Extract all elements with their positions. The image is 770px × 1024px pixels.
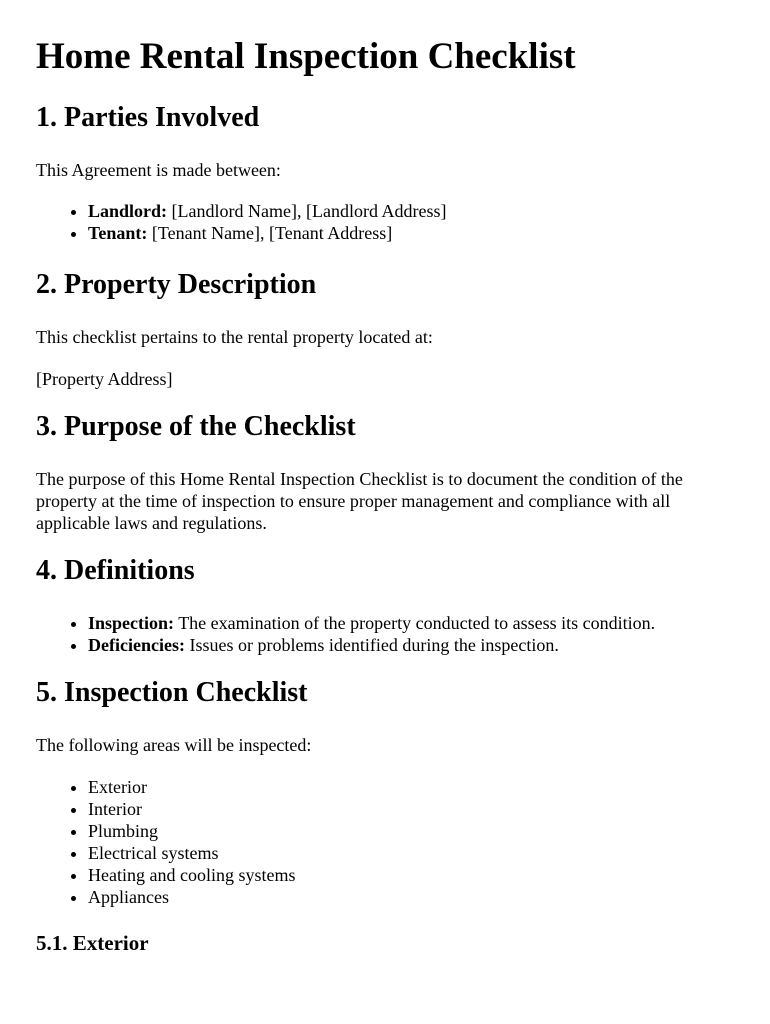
- tenant-label: Tenant:: [88, 223, 148, 243]
- inspection-areas-list: [36, 776, 734, 908]
- section-heading-purpose: 3. Purpose of the Checklist: [36, 411, 356, 442]
- list-item-tenant: [88, 222, 734, 244]
- section-heading-parties: 1. Parties Involved: [36, 102, 260, 133]
- parties-intro: This Agreement is made between:: [36, 160, 281, 180]
- list-item-deficiencies: [88, 634, 734, 656]
- list-item-landlord: [88, 200, 734, 222]
- property-intro: This checklist pertains to the rental property located at:: [36, 327, 433, 347]
- list-item-area: • Plumbing: [88, 820, 734, 842]
- list-item-area: • Exterior: [88, 776, 734, 798]
- section-heading-property: 2. Property Description: [36, 269, 317, 300]
- list-item-inspection: [88, 612, 734, 634]
- definitions-list: [36, 612, 734, 656]
- subsection-heading-exterior: 5.1. Exterior: [36, 931, 149, 955]
- property-address: [Property Address]: [36, 369, 173, 389]
- list-item-area: • Interior: [88, 798, 734, 820]
- section-heading-definitions: 4. Definitions: [36, 555, 195, 586]
- list-item-area: • Appliances: [88, 886, 734, 908]
- section-heading-checklist: 5. Inspection Checklist: [36, 677, 308, 708]
- list-item-area: • Electrical systems: [88, 842, 734, 864]
- landlord-text: [Landlord Name], [Landlord Address]: [167, 201, 447, 221]
- inspection-label: Inspection:: [88, 613, 175, 633]
- parties-list: [36, 200, 734, 244]
- document-title: Home Rental Inspection Checklist: [36, 36, 576, 77]
- purpose-text: The purpose of this Home Rental Inspection Checklist is to document the condition of the property at the time of inspection to ensure proper management and compliance with all applicable laws and regulations.: [36, 469, 683, 533]
- checklist-intro: The following areas will be inspected:: [36, 735, 312, 755]
- inspection-text: The examination of the property conducted to assess its condition.: [174, 613, 656, 633]
- deficiencies-text: Issues or problems identified during the inspection.: [184, 635, 559, 655]
- tenant-text: [Tenant Name], [Tenant Address]: [147, 223, 393, 243]
- landlord-label: Landlord:: [88, 201, 168, 221]
- list-item-area: • Heating and cooling systems: [88, 864, 734, 886]
- deficiencies-label: Deficiencies:: [88, 635, 185, 655]
